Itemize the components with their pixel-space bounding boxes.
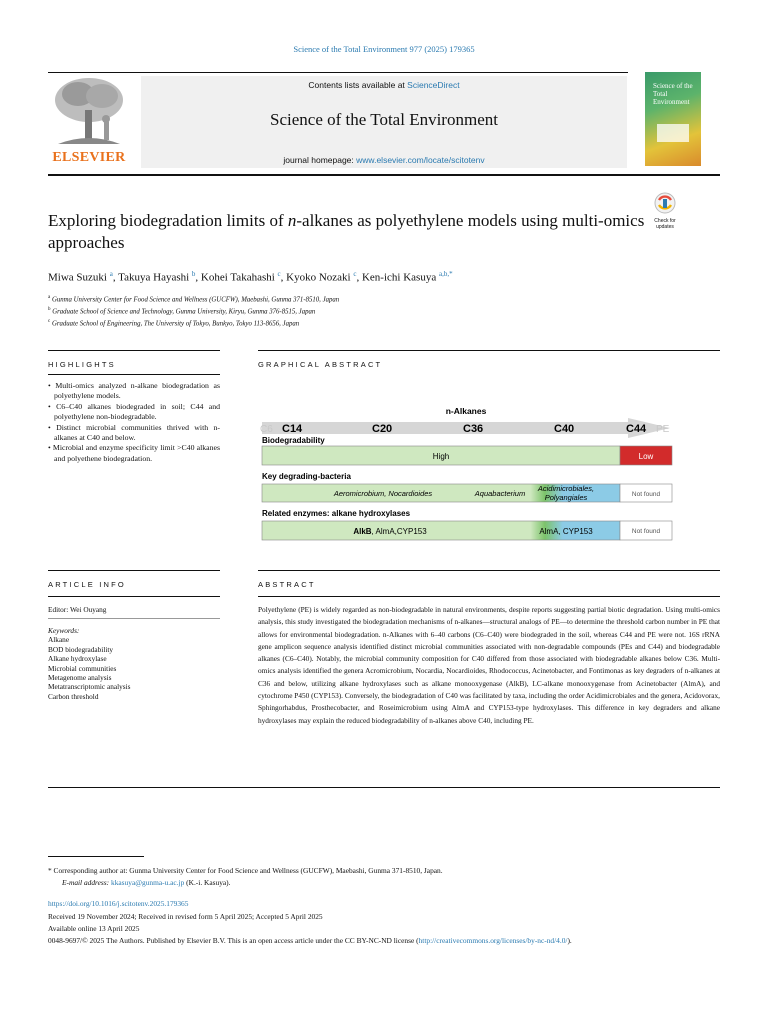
title-italic: n bbox=[287, 211, 297, 230]
elsevier-tree-icon bbox=[48, 74, 130, 148]
scale-label-c20: C20 bbox=[372, 423, 393, 435]
enzyme-group-1 bbox=[353, 527, 427, 536]
keywords-label: Keywords: bbox=[48, 626, 80, 635]
n-alkanes-label: n-Alkanes bbox=[445, 406, 487, 416]
low-label: Low bbox=[638, 452, 654, 461]
affiliation bbox=[48, 307, 315, 315]
high-label: High bbox=[432, 452, 450, 461]
bacteria-group-2: Aquabacterium bbox=[474, 489, 526, 498]
highlights-heading: HIGHLIGHTS bbox=[48, 360, 116, 369]
highlight-item: • C6–C40 alkanes biodegraded in soil; C44 and polyethylene non-biodegradable. bbox=[48, 402, 220, 423]
check-for-updates-badge[interactable] bbox=[650, 192, 680, 232]
title-part-2: -alkanes as polyethylene models using multi-omics approaches bbox=[48, 211, 645, 252]
highlight-item: • Multi-omics analyzed n-alkane biodegradation as polyethylene models. bbox=[48, 381, 220, 402]
masthead-box bbox=[141, 76, 627, 168]
check-updates-icon bbox=[654, 192, 676, 214]
affiliation bbox=[48, 319, 299, 327]
author[interactable]: Kohei Takahashi bbox=[200, 271, 275, 284]
affiliation-mark: c bbox=[48, 319, 51, 324]
abstract-text: Polyethylene (PE) is widely regarded as non-biodegradable in natural environments, despite reports suggesting partial biotic degradation. Using multi-omics analysis, this study investigated the biodegradation mechanisms of n-alkanes—structural analogs of PE—to determine the threshold carbon number in PE that allows for environmental biodegradation. n-Alkanes with 6–40 carbons (C6–C40) were biodegraded in the soil, whereas C44 and PE were not. 16S rRNA gene amplicon sequence analysis identified distinct microbial communities associated with non-degradable compounds (PEs and C44) and biodegradable alkanes (C6–C40). Notably, the microbial community composition for C40 differed from those associated with biodegradable alkanes below C36. Multi-omics analysis identified the genera Acromicrobium, Nocardia, Nocardioides, Rhodococcus, Acinetobacter, and Fontimonas as key degraders of n-alkanes at C36 and below, utilizing alkane hydroxylases such as alkane monooxygenase (AlkB), LC-alkane monooxygenase from Acinetobacter (AlmA), and cytochrome P450 (CYP153). Conversely, the biodegradation of C40 was facilitated by taxa, including the order Acidimicrobiales and the genera, Acidovorax, Sphingorhabdus, Prosthecobacter, and Roseimicrobium using AlmA and CYP153-type hydroxylases. This difference in key degraders and alkane hydroxylases may explain the reduced biodegradability of n-alkanes above C40, including PE. bbox=[258, 605, 720, 725]
sciencedirect-link[interactable]: ScienceDirect bbox=[407, 80, 460, 90]
author-affiliation-mark[interactable]: c bbox=[277, 270, 281, 278]
email-link[interactable]: kkasuya@gunma-u.ac.jp bbox=[111, 878, 185, 887]
scale-label-c40: C40 bbox=[554, 423, 575, 435]
masthead bbox=[48, 72, 720, 172]
keyword: Alkane bbox=[48, 635, 70, 645]
title-part-1: Exploring biodegradation limits of bbox=[48, 211, 288, 230]
affiliation bbox=[48, 295, 339, 303]
bacteria-group-3b: Polyangiales bbox=[544, 493, 588, 502]
contents-prefix: Contents lists available at bbox=[308, 80, 408, 90]
footnote-rule bbox=[48, 856, 144, 857]
author-affiliation-mark[interactable]: c bbox=[353, 270, 357, 278]
keyword: Alkane hydroxylase bbox=[48, 654, 107, 664]
graphical-abstract-heading: GRAPHICAL ABSTRACT bbox=[258, 360, 383, 369]
author-affiliation-mark[interactable]: a bbox=[109, 270, 113, 278]
highlights-sub-rule bbox=[48, 374, 220, 375]
abstract-rule bbox=[258, 570, 720, 571]
article-info-sub-rule bbox=[48, 596, 220, 597]
keyword: Carbon threshold bbox=[48, 691, 99, 701]
enzyme-group-2: AlmA, CYP153 bbox=[539, 527, 593, 536]
homepage-prefix: journal homepage: bbox=[283, 155, 357, 165]
article-title bbox=[48, 210, 648, 254]
masthead-bottom-rule bbox=[48, 174, 720, 176]
article-info bbox=[48, 605, 220, 701]
keyword: Microbial communities bbox=[48, 663, 117, 673]
affiliation-text: Graduate School of Engineering, The University of Tokyo, Bunkyo, Tokyo 113-8656, Japan bbox=[51, 320, 300, 328]
scale-label-c14: C14 bbox=[282, 423, 303, 435]
author-list: Miwa Suzuki $^a$, Takuya Hayashi $^b$, Kohei Takahashi $^c$, Kyoko Nozaki $^c$, Ken-ichi Kasuya $^{a,b,*}$ bbox=[48, 270, 453, 284]
keyword: Metagenome analysis bbox=[48, 673, 112, 683]
bacteria-group-1: Aeromicrobium, Nocardioides bbox=[333, 489, 433, 498]
badge-line-1: Check for bbox=[654, 218, 676, 224]
graphical-abstract-figure[interactable] bbox=[258, 400, 678, 550]
editor-divider bbox=[48, 618, 220, 619]
license-suffix: ). bbox=[567, 936, 572, 945]
journal-reference[interactable]: Science of the Total Environment 977 (2025) 179365 bbox=[293, 44, 475, 54]
abstract-sub-rule bbox=[258, 596, 720, 597]
affiliation-text: Gunma University Center for Food Science and Wellness (GUCFW), Maebashi, Gunma 371-8510, Japan bbox=[51, 296, 340, 304]
contents-available bbox=[141, 80, 627, 90]
elsevier-logo bbox=[48, 74, 130, 168]
badge-line-2: updates bbox=[656, 223, 674, 230]
highlight-item: • Microbial and enzyme specificity limit >C40 alkanes and polyethene biodegradation. bbox=[48, 443, 220, 464]
email-suffix: (K.-i. Kasuya). bbox=[184, 878, 231, 887]
corresponding-author-note: * Corresponding author at: Gunma University Center for Food Science and Wellness (GUCFW), Maebashi, Gunma 371-8510, Japan. bbox=[48, 866, 443, 875]
journal-homepage bbox=[141, 155, 627, 165]
abstract-heading: ABSTRACT bbox=[258, 580, 316, 589]
license-prefix: 0048-9697/© 2025 The Authors. Published by Elsevier B.V. This is an open access article under the CC BY-NC-ND license ( bbox=[48, 936, 419, 945]
author[interactable]: Takuya Hayashi bbox=[118, 271, 190, 284]
highlight-item: • Distinct microbial communities thrived with n-alkanes at C40 and below. bbox=[48, 423, 220, 444]
doi-line bbox=[48, 899, 720, 910]
doi-link[interactable]: https://doi.org/10.1016/j.scitotenv.2025.179365 bbox=[48, 899, 189, 908]
email-label: E-mail address: bbox=[62, 878, 111, 887]
author-affiliation-mark[interactable]: b bbox=[191, 270, 196, 278]
cover-title: Science of the Total Environment bbox=[653, 82, 693, 106]
cover-graphic bbox=[657, 124, 689, 142]
enzymes-not-found: Not found bbox=[631, 528, 661, 535]
license-link[interactable]: http://creativecommons.org/licenses/by-nc-nd/4.0/ bbox=[418, 936, 568, 945]
enzymes-label: Related enzymes: alkane hydroxylases bbox=[262, 509, 411, 518]
journal-cover[interactable] bbox=[645, 72, 701, 166]
keyword: BOD biodegradability bbox=[48, 644, 114, 654]
journal-title: Science of the Total Environment bbox=[270, 110, 498, 129]
enzyme-alkb: AlkB bbox=[353, 527, 372, 536]
highlights-rule bbox=[48, 350, 220, 351]
keyword: Metatranscriptomic analysis bbox=[48, 682, 131, 692]
highlights-list bbox=[48, 381, 220, 464]
graphical-abstract-rule bbox=[258, 350, 720, 351]
author[interactable]: Ken-ichi Kasuya bbox=[361, 271, 437, 284]
homepage-link[interactable]: www.elsevier.com/locate/scitotenv bbox=[356, 155, 485, 165]
abstract-bottom-rule bbox=[48, 787, 720, 788]
enzyme-group-1-rest: , AlmA,CYP153 bbox=[371, 527, 427, 536]
affiliation-mark: b bbox=[48, 307, 51, 312]
author[interactable]: Kyoko Nozaki bbox=[286, 271, 351, 284]
author-affiliation-mark[interactable]: a,b,* bbox=[438, 270, 453, 278]
bacteria-group-3a: Acidimicrobiales, bbox=[537, 484, 595, 493]
article-info-rule bbox=[48, 570, 220, 571]
biodegradability-label: Biodegradability bbox=[262, 436, 325, 445]
affiliation-mark: a bbox=[48, 295, 51, 300]
publisher-name: ELSEVIER bbox=[52, 150, 126, 165]
affiliation-text: Graduate School of Science and Technology, Gunma University, Kiryu, Gunma 376-8515, Japan bbox=[52, 308, 316, 316]
article-info-heading: ARTICLE INFO bbox=[48, 580, 126, 589]
email-note bbox=[48, 878, 720, 889]
bacteria-not-found: Not found bbox=[631, 491, 661, 498]
scale-label-c44: C44 bbox=[626, 423, 647, 435]
author[interactable]: Miwa Suzuki bbox=[48, 271, 107, 284]
scale-label-c36: C36 bbox=[463, 423, 484, 435]
available-online: Available online 13 April 2025 bbox=[48, 924, 140, 933]
received-dates: Received 19 November 2024; Received in revised form 5 April 2025; Accepted 5 April 2025 bbox=[48, 912, 323, 921]
scale-label-pe: PE bbox=[656, 424, 670, 435]
scale-label-c6: C6 bbox=[260, 424, 273, 435]
editor: Editor: Wei Ouyang bbox=[48, 605, 107, 614]
license-note bbox=[48, 936, 720, 947]
bacteria-label: Key degrading-bacteria bbox=[262, 472, 351, 481]
